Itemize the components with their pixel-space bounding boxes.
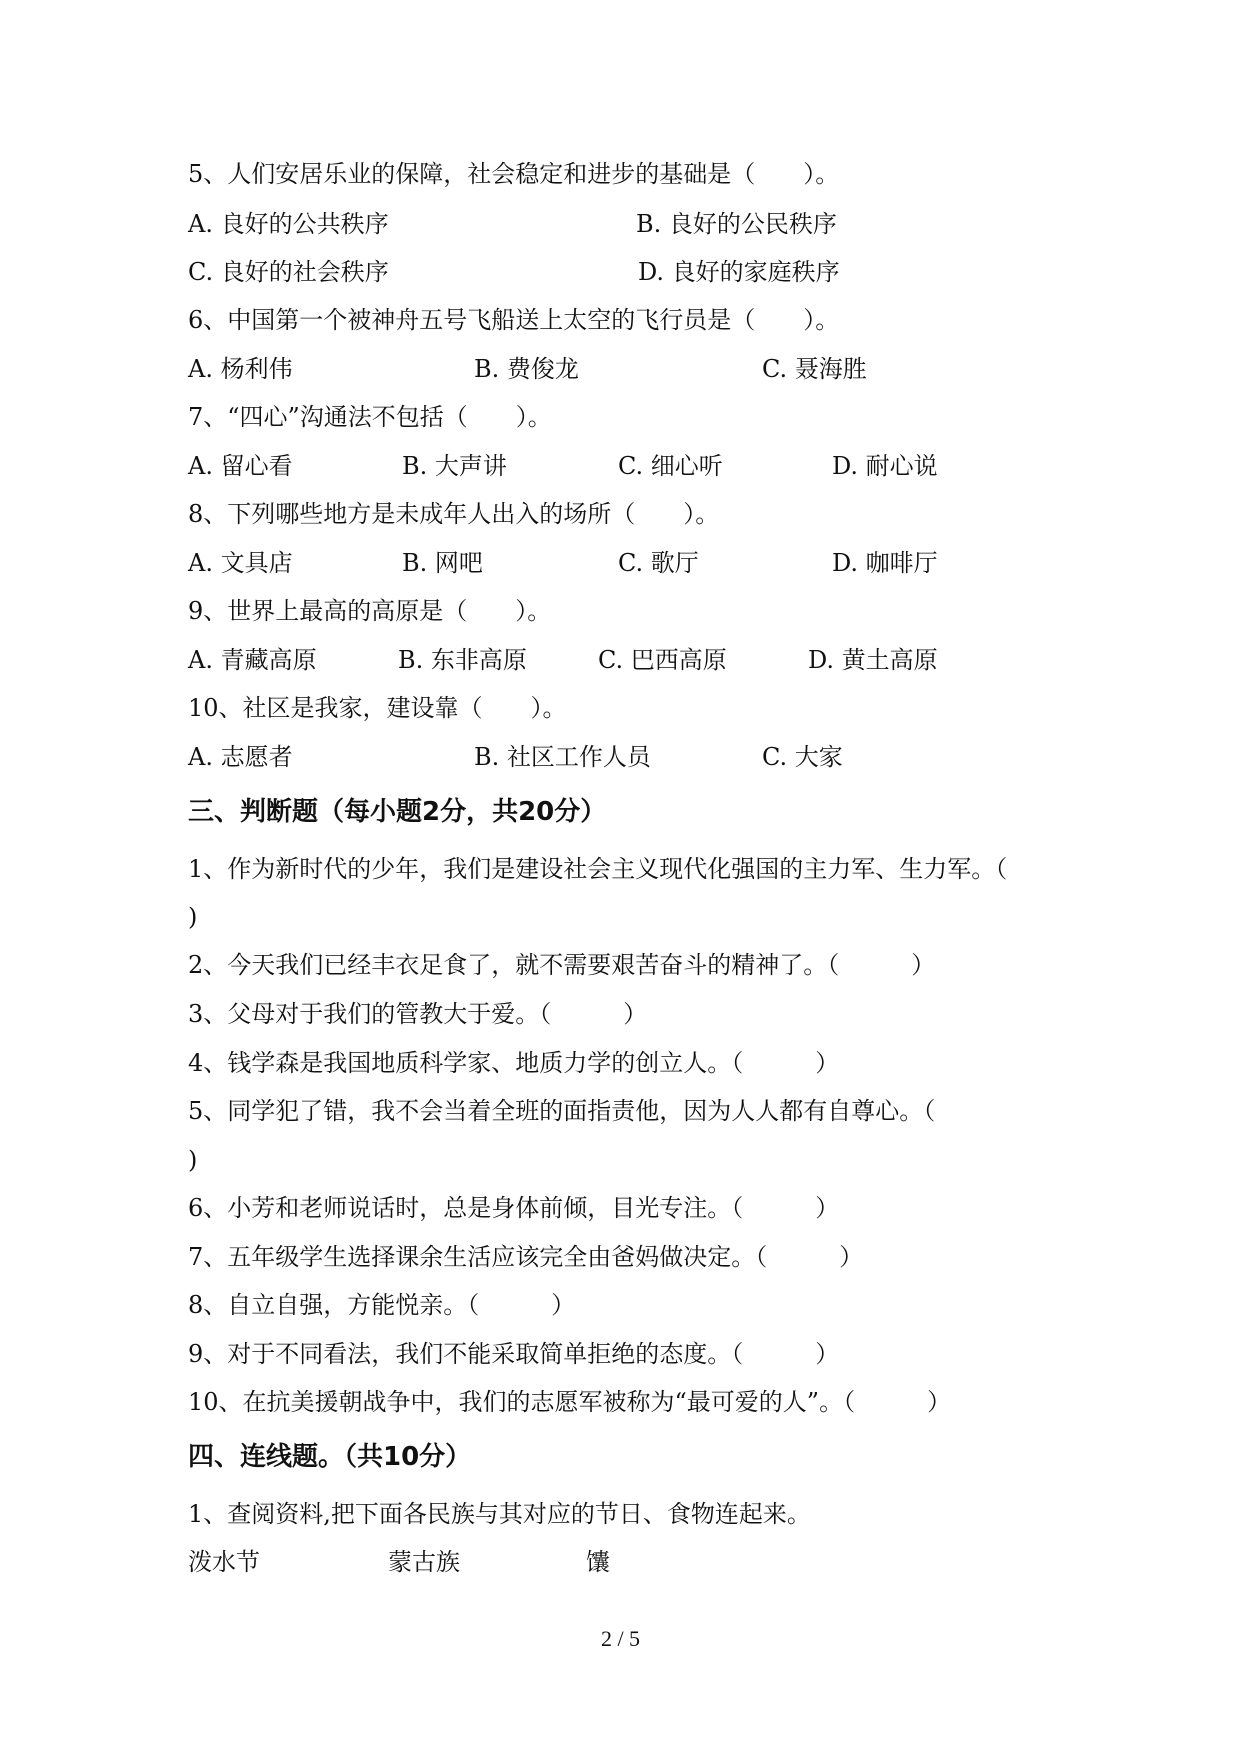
matching-question: 1、查阅资料,把下面各民族与其对应的节日、食物连起来。 xyxy=(188,1500,811,1528)
question-9-option-c: C. 巴西高原 xyxy=(598,646,727,674)
judgement-item-5: 5、同学犯了错，我不会当着全班的面指责他，因为人人都有自尊心。（ xyxy=(188,1097,936,1125)
question-6-option-b: B. 费俊龙 xyxy=(474,355,579,383)
question-5-option-c: C. 良好的社会秩序 xyxy=(188,258,389,286)
question-7-stem: 7、“四心”沟通法不包括（ ）。 xyxy=(188,403,552,431)
question-10-stem: 10、社区是我家，建设靠（ ）。 xyxy=(188,694,567,722)
judgement-item-7: 7、五年级学生选择课余生活应该完全由爸妈做决定。（ ） xyxy=(188,1243,864,1271)
judgement-item-3: 3、父母对于我们的管教大于爱。（ ） xyxy=(188,1000,648,1028)
question-5-option-b: B. 良好的公民秩序 xyxy=(636,210,837,238)
section-4-heading: 四、连线题。（共10分） xyxy=(188,1442,472,1472)
question-9-option-b: B. 东非高原 xyxy=(398,646,527,674)
matching-festival: 泼水节 xyxy=(188,1548,260,1576)
judgement-item-4: 4、钱学森是我国地质科学家、地质力学的创立人。（ ） xyxy=(188,1049,840,1077)
judgement-item-1: 1、作为新时代的少年，我们是建设社会主义现代化强国的主力军、生力军。（ xyxy=(188,855,1008,883)
question-10-option-b: B. 社区工作人员 xyxy=(474,743,651,771)
question-6-option-c: C. 聂海胜 xyxy=(762,355,867,383)
judgement-item-1-continued: ) xyxy=(188,903,198,931)
question-5-stem: 5、人们安居乐业的保障，社会稳定和进步的基础是（ ）。 xyxy=(188,160,840,188)
question-5-option-d: D. 良好的家庭秩序 xyxy=(638,258,840,286)
matching-ethnic-group: 蒙古族 xyxy=(388,1548,460,1576)
question-9-stem: 9、世界上最高的高原是（ ）。 xyxy=(188,597,552,625)
judgement-item-5-continued: ) xyxy=(188,1146,198,1174)
question-6-option-a: A. 杨利伟 xyxy=(188,355,293,383)
question-7-option-b: B. 大声讲 xyxy=(402,452,507,480)
question-8-option-c: C. 歌厅 xyxy=(618,549,699,577)
question-5-option-a: A. 良好的公共秩序 xyxy=(188,210,389,238)
question-9-option-a: A. 青藏高原 xyxy=(188,646,317,674)
judgement-item-6: 6、小芳和老师说话时，总是身体前倾，目光专注。（ ） xyxy=(188,1194,840,1222)
question-10-option-a: A. 志愿者 xyxy=(188,743,293,771)
judgement-item-9: 9、对于不同看法，我们不能采取简单拒绝的态度。（ ） xyxy=(188,1340,840,1368)
question-6-stem: 6、中国第一个被神舟五号飞船送上太空的飞行员是（ ）。 xyxy=(188,306,840,334)
question-7-option-c: C. 细心听 xyxy=(618,452,723,480)
question-9-option-d: D. 黄土高原 xyxy=(808,646,938,674)
question-7-option-d: D. 耐心说 xyxy=(832,452,938,480)
matching-food: 馕 xyxy=(586,1548,610,1576)
section-3-heading: 三、判断题（每小题2分，共20分） xyxy=(188,797,607,827)
page-number: 2 / 5 xyxy=(600,1626,641,1651)
question-10-option-c: C. 大家 xyxy=(762,743,843,771)
question-8-option-d: D. 咖啡厅 xyxy=(832,549,938,577)
question-8-stem: 8、下列哪些地方是未成年人出入的场所（ ）。 xyxy=(188,500,720,528)
question-8-option-a: A. 文具店 xyxy=(188,549,293,577)
judgement-item-8: 8、自立自强，方能悦亲。（ ） xyxy=(188,1291,576,1319)
judgement-item-2: 2、今天我们已经丰衣足食了，就不需要艰苦奋斗的精神了。（ ） xyxy=(188,951,936,979)
question-7-option-a: A. 留心看 xyxy=(188,452,293,480)
judgement-item-10: 10、在抗美援朝战争中，我们的志愿军被称为“最可爱的人”。（ ） xyxy=(188,1388,952,1416)
question-8-option-b: B. 网吧 xyxy=(402,549,483,577)
